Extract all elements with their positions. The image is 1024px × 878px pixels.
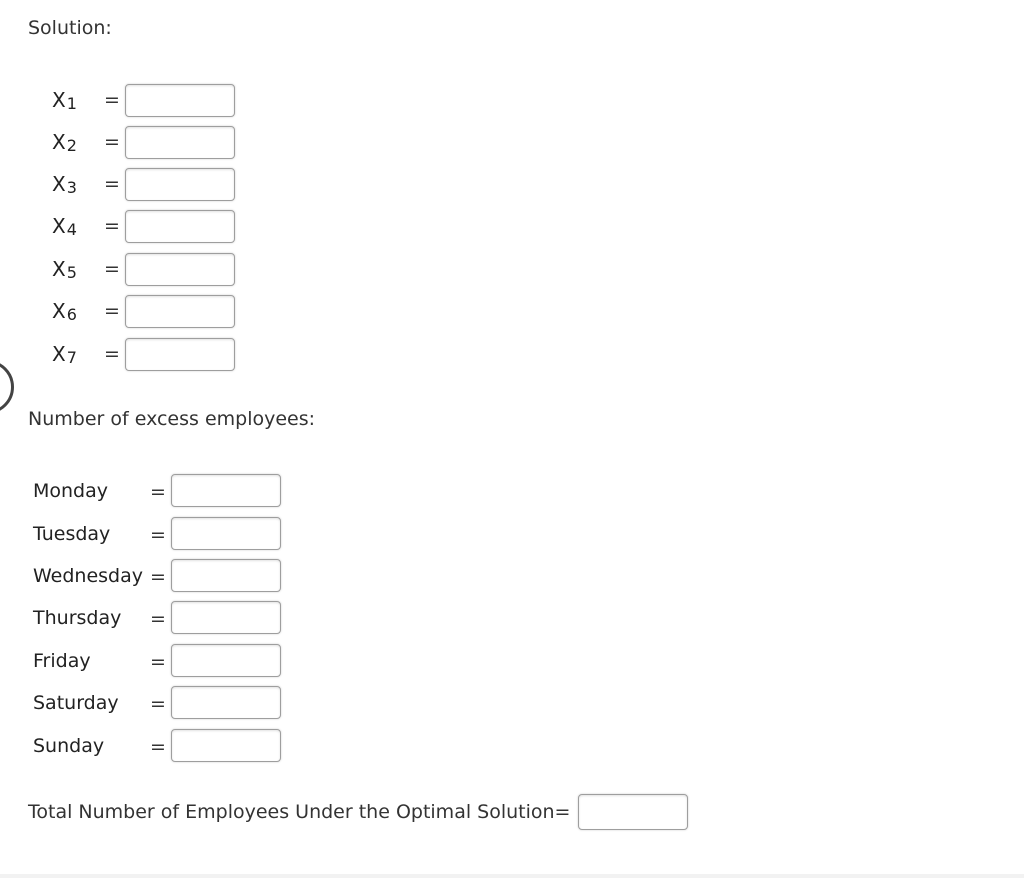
equals-sign: = [150, 608, 166, 630]
variable-label: $X_6$ [52, 299, 77, 324]
equals-sign: = [150, 651, 166, 673]
saturday-input[interactable] [171, 686, 281, 719]
day-row-monday [33, 474, 293, 510]
total-employees-row [28, 794, 728, 832]
thursday-input[interactable] [171, 601, 281, 634]
day-label: Monday [33, 480, 109, 502]
variable-label: $X_2$ [52, 130, 77, 155]
equals-sign: = [104, 173, 120, 195]
variable-row-x4 [52, 210, 252, 246]
solution-heading: Solution: [28, 17, 112, 39]
bottom-divider [0, 874, 1024, 878]
tuesday-input[interactable] [171, 517, 281, 550]
equals-sign: = [150, 693, 166, 715]
total-employees-input[interactable] [578, 794, 688, 830]
day-row-friday [33, 644, 293, 680]
circle-outline-icon [0, 360, 14, 414]
equals-sign: = [104, 131, 120, 153]
day-label: Wednesday [33, 565, 144, 587]
x6-input[interactable] [125, 295, 235, 328]
day-label: Thursday [33, 607, 122, 629]
equals-sign: = [150, 566, 166, 588]
day-row-wednesday [33, 559, 293, 595]
variable-row-x1 [52, 84, 252, 120]
variable-label: $X_1$ [52, 88, 77, 113]
equals-sign: = [104, 343, 120, 365]
day-row-tuesday [33, 517, 293, 553]
sunday-input[interactable] [171, 729, 281, 762]
day-label: Friday [33, 650, 91, 672]
excess-employees-heading: Number of excess employees: [28, 408, 316, 430]
variable-row-x5 [52, 253, 252, 289]
x5-input[interactable] [125, 253, 235, 286]
friday-input[interactable] [171, 644, 281, 677]
equals-sign: = [150, 736, 166, 758]
equals-sign: = [150, 524, 166, 546]
day-row-thursday [33, 601, 293, 637]
total-employees-label: Total Number of Employees Under the Optimal Solution= [28, 801, 571, 823]
x3-input[interactable] [125, 168, 235, 201]
variable-label: $X_4$ [52, 214, 77, 239]
variable-row-x6 [52, 295, 252, 331]
variable-row-x2 [52, 126, 252, 162]
equals-sign: = [104, 258, 120, 280]
day-label: Sunday [33, 735, 105, 757]
day-label: Tuesday [33, 523, 111, 545]
day-label: Saturday [33, 692, 119, 714]
x2-input[interactable] [125, 126, 235, 159]
monday-input[interactable] [171, 474, 281, 507]
x1-input[interactable] [125, 84, 235, 117]
variable-row-x3 [52, 168, 252, 204]
x4-input[interactable] [125, 210, 235, 243]
equals-sign: = [150, 481, 166, 503]
variable-label: $X_3$ [52, 172, 77, 197]
equals-sign: = [104, 300, 120, 322]
variable-label: $X_7$ [52, 342, 77, 367]
equals-sign: = [104, 89, 120, 111]
variable-label: $X_5$ [52, 257, 77, 282]
variable-row-x7 [52, 338, 252, 374]
day-row-saturday [33, 686, 293, 722]
x7-input[interactable] [125, 338, 235, 371]
wednesday-input[interactable] [171, 559, 281, 592]
equals-sign: = [104, 215, 120, 237]
day-row-sunday [33, 729, 293, 765]
